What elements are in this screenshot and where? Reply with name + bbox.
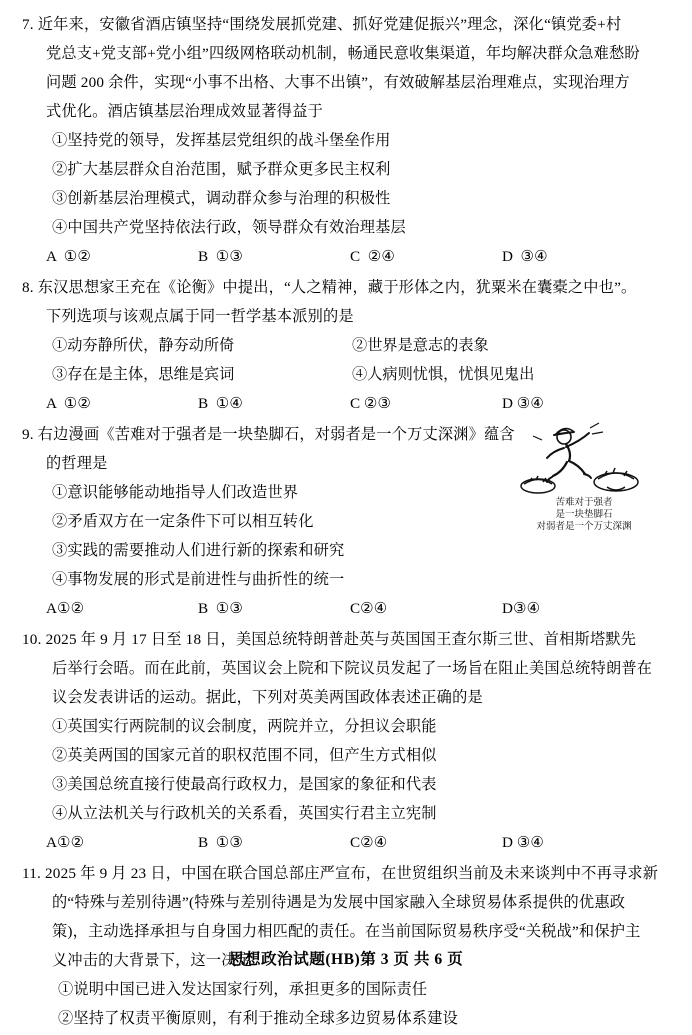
question-8-answer-b: B ①④ bbox=[198, 395, 243, 412]
question-7-answers bbox=[22, 242, 672, 271]
question-7 bbox=[22, 10, 672, 271]
question-7-answer-a: A ①② bbox=[46, 248, 91, 265]
question-8-line-2: 下列选项与该观点属于同一哲学基本派别的是 bbox=[46, 308, 354, 325]
question-11-line-3: 策)，主动选择承担与自身国力相匹配的责任。在当前国际贸易秩序受“关税战”和保护主 bbox=[52, 923, 641, 940]
question-10-answer-c: C②④ bbox=[350, 834, 388, 851]
question-7-option-3: ③创新基层治理模式，调动群众参与治理的积极性 bbox=[52, 190, 391, 207]
question-10-answers bbox=[22, 828, 672, 857]
cartoon-caption-line-2: 是一块垫脚石 bbox=[555, 510, 613, 520]
question-11-line-4: 义冲击的大背景下，这一决定 bbox=[52, 952, 253, 969]
question-9-option-3: ③实践的需要推动人们进行新的探索和研究 bbox=[52, 542, 345, 559]
question-8-answer-a: A ①② bbox=[46, 395, 91, 412]
question-8-options-row-2 bbox=[22, 360, 672, 389]
question-9-answers bbox=[22, 594, 672, 623]
question-10-answer-b: B ①③ bbox=[198, 834, 243, 851]
question-9-answer-c: C②④ bbox=[350, 600, 388, 617]
question-10-option-1: ①英国实行两院制的议会制度，两院并立，分担议会职能 bbox=[52, 718, 437, 735]
question-7-answer-b: B ①③ bbox=[198, 248, 243, 265]
question-8-answers bbox=[22, 389, 672, 418]
question-9-option-4: ④事物发展的形式是前进性与曲折性的统一 bbox=[52, 571, 345, 588]
question-10-answer-a: A①② bbox=[46, 834, 85, 851]
cartoon-caption-line-1: 苦难对于强者 bbox=[555, 498, 613, 508]
question-8 bbox=[22, 273, 672, 418]
question-11-option-1: ①说明中国已进入发达国家行列，承担更多的国际责任 bbox=[58, 981, 428, 998]
question-9 bbox=[22, 420, 672, 623]
cartoon-caption-line-3: 对弱者是一个万丈深渊 bbox=[536, 522, 632, 532]
question-7-line-4: 式优化。酒店镇基层治理成效显著得益于 bbox=[46, 103, 323, 120]
question-10-option-3: ③美国总统直接行使最高行政权力，是国家的象征和代表 bbox=[52, 776, 437, 793]
question-7-option-2: ②扩大基层群众自治范围，赋予群众更多民主权利 bbox=[52, 161, 391, 178]
page-content bbox=[22, 10, 672, 1035]
question-9-line-2: 的哲理是 bbox=[46, 455, 108, 472]
question-11-line-2: 的“特殊与差别待遇”(特殊与差别待遇是为发展中国家融入全球贸易体系提供的优惠政 bbox=[52, 894, 626, 911]
question-11-option-2: ②坚持了权责平衡原则，有利于推动全球多边贸易体系建设 bbox=[58, 1010, 459, 1027]
question-10-answer-d: D ③④ bbox=[502, 834, 544, 851]
question-8-answer-d: D ③④ bbox=[502, 395, 544, 412]
question-8-option-4: ④人病则忧惧，忧惧见鬼出 bbox=[352, 366, 535, 383]
question-10 bbox=[22, 625, 672, 857]
question-9-answer-b: B ①③ bbox=[198, 600, 243, 617]
question-8-line-1: 8. 东汉思想家王充在《论衡》中提出，“人之精神，藏于形体之内，犹粟米在囊橐之中也”。 bbox=[22, 279, 637, 296]
question-9-option-2: ②矛盾双方在一定条件下可以相互转化 bbox=[52, 513, 314, 530]
question-9-answer-a: A①② bbox=[46, 600, 85, 617]
page-footer: 思想政治试题(HB)第 3 页 共 6 页 bbox=[228, 951, 464, 968]
question-10-option-2: ②英美两国的国家元首的职权范围不同，但产生方式相似 bbox=[52, 747, 437, 764]
question-9-line-1: 9. 右边漫画《苦难对于强者是一块垫脚石，对弱者是一个万丈深渊》蕴含 bbox=[22, 426, 515, 443]
cartoon-illustration bbox=[512, 420, 662, 540]
question-8-option-3: ③存在是主体，思维是宾词 bbox=[52, 366, 235, 383]
question-10-option-4: ④从立法机关与行政机关的关系看，英国实行君主立宪制 bbox=[52, 805, 437, 822]
question-7-line-2: 党总支+党支部+党小组”四级网格联动机制，畅通民意收集渠道，年均解决群众急难愁盼 bbox=[46, 45, 640, 62]
question-9-answer-d: D③④ bbox=[502, 600, 541, 617]
question-7-line-1: 7. 近年来，安徽省酒店镇坚持“围绕发展抓党建、抓好党建促振兴”理念，深化“镇党委+村 bbox=[22, 16, 622, 33]
question-10-line-3: 议会发表讲话的运动。据此，下列对英美两国政体表述正确的是 bbox=[52, 689, 483, 706]
question-10-line-1: 10. 2025 年 9 月 17 日至 18 日，美国总统特朗普赴英与英国国王查尔斯三世、首相斯塔默先 bbox=[22, 631, 637, 648]
question-7-line-3: 问题 200 余件，实现“小事不出格、大事不出镇”，有效破解基层治理难点，实现治理方 bbox=[46, 74, 630, 91]
question-11 bbox=[22, 859, 672, 1033]
question-9-option-1: ①意识能够能动地指导人们改造世界 bbox=[52, 484, 299, 501]
question-8-options-row-1 bbox=[22, 331, 672, 360]
question-10-line-2: 后举行会晤。而在此前，英国议会上院和下院议员发起了一场旨在阻止美国总统特朗普在 bbox=[52, 660, 653, 677]
question-11-line-1: 11. 2025 年 9 月 23 日，中国在联合国总部庄严宣布，在世贸组织当前及未来谈判中不再寻求新 bbox=[22, 865, 659, 882]
question-7-answer-d: D ③④ bbox=[502, 248, 548, 265]
question-7-answer-c: C ②④ bbox=[350, 248, 395, 265]
question-8-option-1: ①动夯静所伏，静夯动所倚 bbox=[52, 337, 235, 354]
question-7-option-4: ④中国共产党坚持依法行政，领导群众有效治理基层 bbox=[52, 219, 406, 236]
question-8-answer-c: C ②③ bbox=[350, 395, 392, 412]
question-7-option-1: ①坚持党的领导，发挥基层党组织的战斗堡垒作用 bbox=[52, 132, 391, 149]
question-8-option-2: ②世界是意志的表象 bbox=[352, 337, 489, 354]
